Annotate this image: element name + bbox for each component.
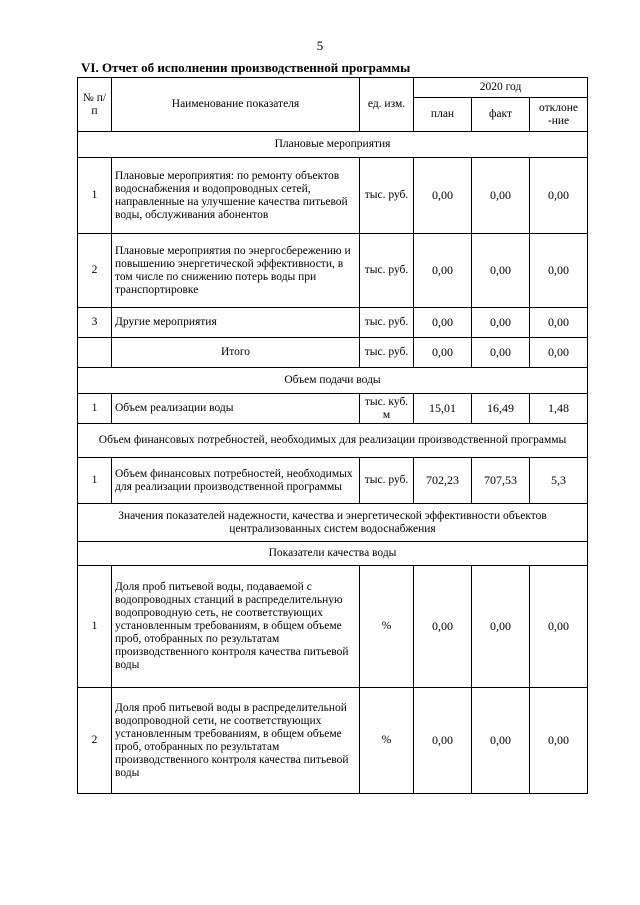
row-num: 2 [78, 234, 112, 308]
table-row [78, 394, 588, 424]
row-fact: 0,00 [472, 566, 530, 688]
header-name: Наименование показателя [112, 78, 360, 132]
row-plan: 0,00 [414, 338, 472, 368]
row-num: 1 [78, 394, 112, 424]
table-row [78, 688, 588, 794]
section-planned: Плановые мероприятия [78, 132, 588, 158]
row-fact: 16,49 [472, 394, 530, 424]
row-plan: 0,00 [414, 566, 472, 688]
row-deviation: 0,00 [530, 338, 588, 368]
row-plan: 0,00 [414, 234, 472, 308]
row-unit: тыс. куб. м [360, 394, 414, 424]
row-name: Плановые мероприятия по энергосбережению и повышению энергетической эффективности, в том числе по снижению потерь воды при транспортировке [112, 234, 360, 308]
row-name: Доля проб питьевой воды, подаваемой с водопроводных станций в распределительную водопроводную сеть, не соответствующих установленным требованиям, в общем объеме проб, отобранных по результатам производственного контроля качества питьевой воды [112, 566, 360, 688]
row-fact: 0,00 [472, 158, 530, 234]
row-fact: 0,00 [472, 234, 530, 308]
row-name: Объем финансовых потребностей, необходимых для реализации производственной программы [112, 458, 360, 504]
row-num: 2 [78, 688, 112, 794]
row-unit: тыс. руб. [360, 458, 414, 504]
section-quality: Показатели качества воды [78, 542, 588, 566]
table-row [78, 234, 588, 308]
row-num: 1 [78, 566, 112, 688]
row-num [78, 338, 112, 368]
row-plan: 0,00 [414, 158, 472, 234]
row-name: Итого [112, 338, 360, 368]
row-unit: тыс. руб. [360, 158, 414, 234]
row-num: 1 [78, 158, 112, 234]
row-fact: 0,00 [472, 338, 530, 368]
row-deviation: 0,00 [530, 688, 588, 794]
table-row [78, 458, 588, 504]
header-year: 2020 год [414, 78, 588, 98]
section-supply: Объем подачи воды [78, 368, 588, 394]
header-fact: факт [472, 98, 530, 132]
header-plan: план [414, 98, 472, 132]
row-plan: 15,01 [414, 394, 472, 424]
row-unit: тыс. руб. [360, 308, 414, 338]
header-deviation: отклоне -ние [530, 98, 588, 132]
table-row [78, 158, 588, 234]
row-name: Объем реализации воды [112, 394, 360, 424]
header-num: № п/п [78, 78, 112, 132]
row-name: Доля проб питьевой воды в распределительной водопроводной сети, не соответствующих установленным требованиям, в общем объеме проб, отобранных по результатам производственного контроля качества питьевой воды [112, 688, 360, 794]
section-indicators: Значения показателей надежности, качества и энергетической эффективности объектов централизованных систем водоснабжения [78, 504, 588, 542]
row-deviation: 0,00 [530, 158, 588, 234]
table-row [78, 566, 588, 688]
row-deviation: 0,00 [530, 234, 588, 308]
row-name: Плановые мероприятия: по ремонту объектов водоснабжения и водопроводных сетей, направленные на улучшение качества питьевой воды, обслуживания абонентов [112, 158, 360, 234]
row-deviation: 5,3 [530, 458, 588, 504]
table-row [78, 308, 588, 338]
row-num: 3 [78, 308, 112, 338]
section-finance: Объем финансовых потребностей, необходимых для реализации производственной программы [78, 424, 588, 458]
report-table [77, 77, 588, 794]
row-unit: тыс. руб. [360, 338, 414, 368]
page-number: 5 [316, 38, 324, 53]
row-fact: 707,53 [472, 458, 530, 504]
row-unit: тыс. руб. [360, 234, 414, 308]
total-row [78, 338, 588, 368]
row-name: Другие мероприятия [112, 308, 360, 338]
row-plan: 0,00 [414, 688, 472, 794]
row-unit: % [360, 566, 414, 688]
row-deviation: 0,00 [530, 566, 588, 688]
section-title: VI. Отчет об исполнении производственной программы [81, 60, 411, 75]
row-plan: 702,23 [414, 458, 472, 504]
row-deviation: 0,00 [530, 308, 588, 338]
header-unit: ед. изм. [360, 78, 414, 132]
row-unit: % [360, 688, 414, 794]
row-num: 1 [78, 458, 112, 504]
row-fact: 0,00 [472, 688, 530, 794]
row-plan: 0,00 [414, 308, 472, 338]
row-fact: 0,00 [472, 308, 530, 338]
row-deviation: 1,48 [530, 394, 588, 424]
